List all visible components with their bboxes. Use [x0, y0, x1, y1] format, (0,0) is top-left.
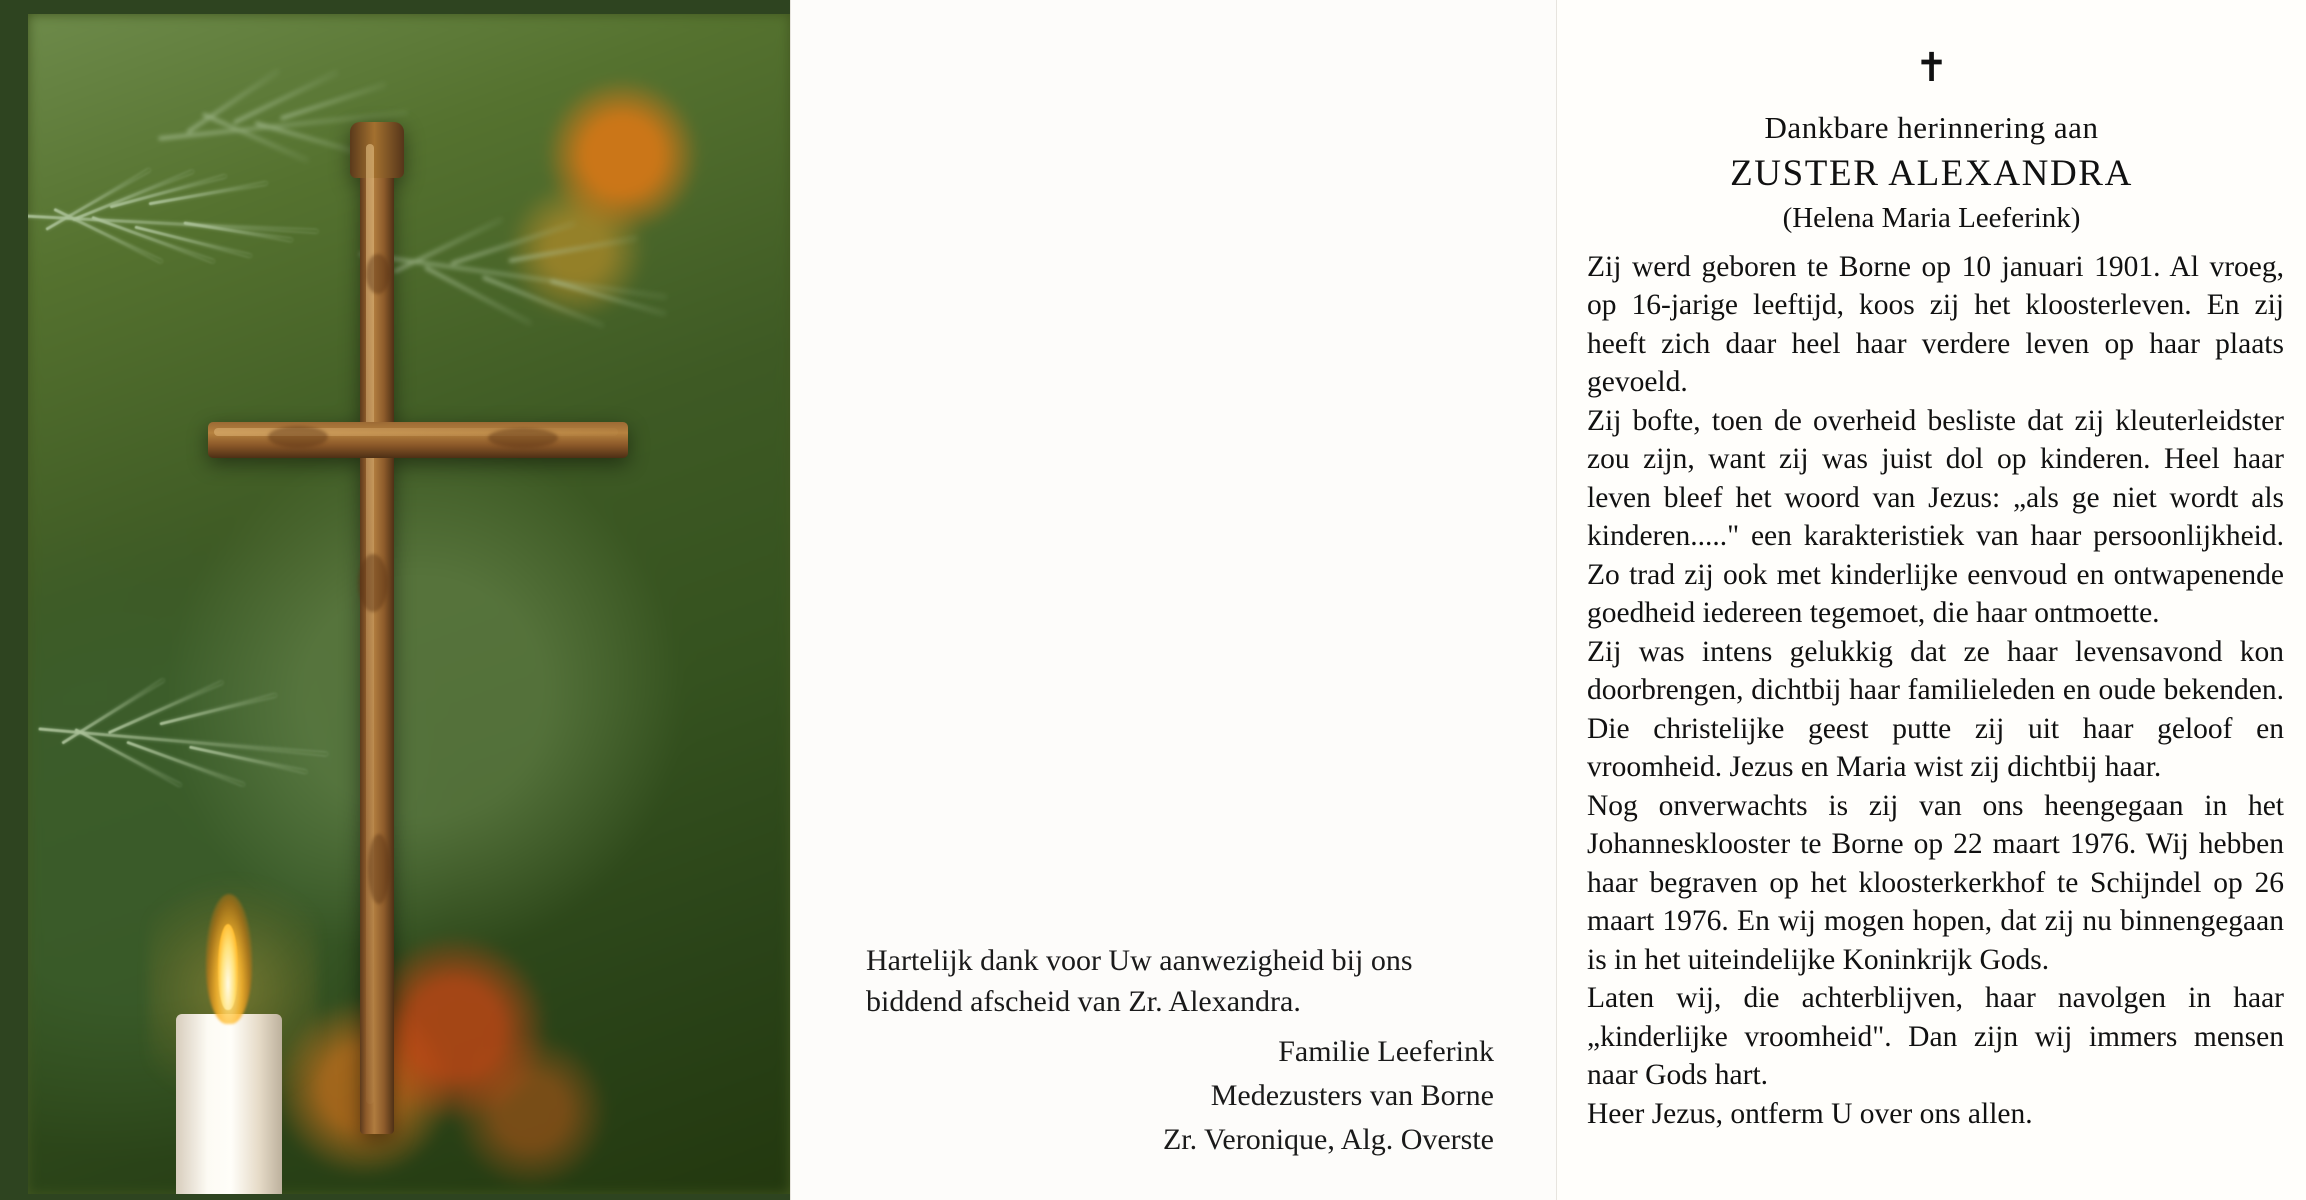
signature-line: Zr. Veronique, Alg. Overste: [1162, 1122, 1494, 1156]
rust-spot: [368, 834, 390, 904]
signature-block: [791, 1030, 1494, 1161]
cross-photograph: [28, 14, 790, 1194]
signature-line: Familie Leeferink: [1278, 1035, 1494, 1068]
middle-panel: [790, 0, 1557, 1200]
rust-spot: [358, 554, 388, 612]
signature-line: Medezusters van Borne: [1210, 1078, 1494, 1112]
cross-top-cap: [350, 122, 404, 178]
candle: [176, 1014, 282, 1194]
thanks-text: Hartelijk dank voor Uw aanwezigheid bij ons biddend afscheid van Zr. Alexandra.: [866, 944, 1413, 1019]
obituary-paragraph: Zij bofte, toen de overheid besliste dat zij kleuterleidster zou zijn, want zij was juist dol op kinderen. Heel haar leven bleef het woord van Jezus: „als ge niet wordt als kinderen....." een karakteristiek van haar persoonlijkheid. Zo trad zij ook met kinderlijke eenvoud en ontwapenende goedheid iedereen tegemoet, die haar ontmoette.: [1587, 404, 2284, 630]
obituary-paragraph: Nog onverwachts is zij van ons heengegaan in het Johannesklooster te Borne op 22 maart 1976. Wij hebben haar begraven op het kloosterkerkhof te Schijndel op 26 maart 1976. En wij mogen hopen, dat zij nu binnengegaan is in het uiteindelijke Koninkrijk Gods.: [1587, 789, 2284, 976]
deceased-name: ZUSTER ALEXANDRA: [1730, 153, 2133, 194]
deceased-birthname: (Helena Maria Leeferink): [1782, 202, 2081, 234]
rust-spot: [268, 426, 328, 448]
rust-spot: [488, 428, 558, 448]
obituary-paragraph: Zij was intens gelukkig dat ze haar levensavond kon doorbrengen, dichtbij haar familieleden en oude bekenden. Die christelijke geest putte zij uit haar geloof en vroomheid. Jezus en Maria wist zij dichtbij haar.: [1587, 635, 2284, 784]
obituary-panel: [1557, 0, 2306, 1200]
obituary-paragraph: Laten wij, die achterblijven, haar navolgen in haar „kinderlijke vroomheid". Dan zijn wij immers mensen naar Gods hart.: [1587, 982, 2284, 1092]
memorial-intro-line: Dankbare herinnering aan: [1764, 110, 2099, 145]
cross-icon: ✝: [1914, 45, 1949, 91]
photo-panel: [0, 0, 790, 1200]
obituary-body: [1587, 248, 2284, 1133]
rust-spot: [366, 254, 390, 294]
obituary-closing-prayer: Heer Jezus, ontferm U over ons allen.: [1587, 1097, 2033, 1130]
candle-flame-inner: [218, 924, 238, 1010]
obituary-paragraph: Zij werd geboren te Borne op 10 januari 1901. Al vroeg, op 16-jarige leeftijd, koos zij het kloosterleven. En zij heeft zich daar heel haar verdere leven op haar plaats gevoeld.: [1587, 251, 2284, 399]
